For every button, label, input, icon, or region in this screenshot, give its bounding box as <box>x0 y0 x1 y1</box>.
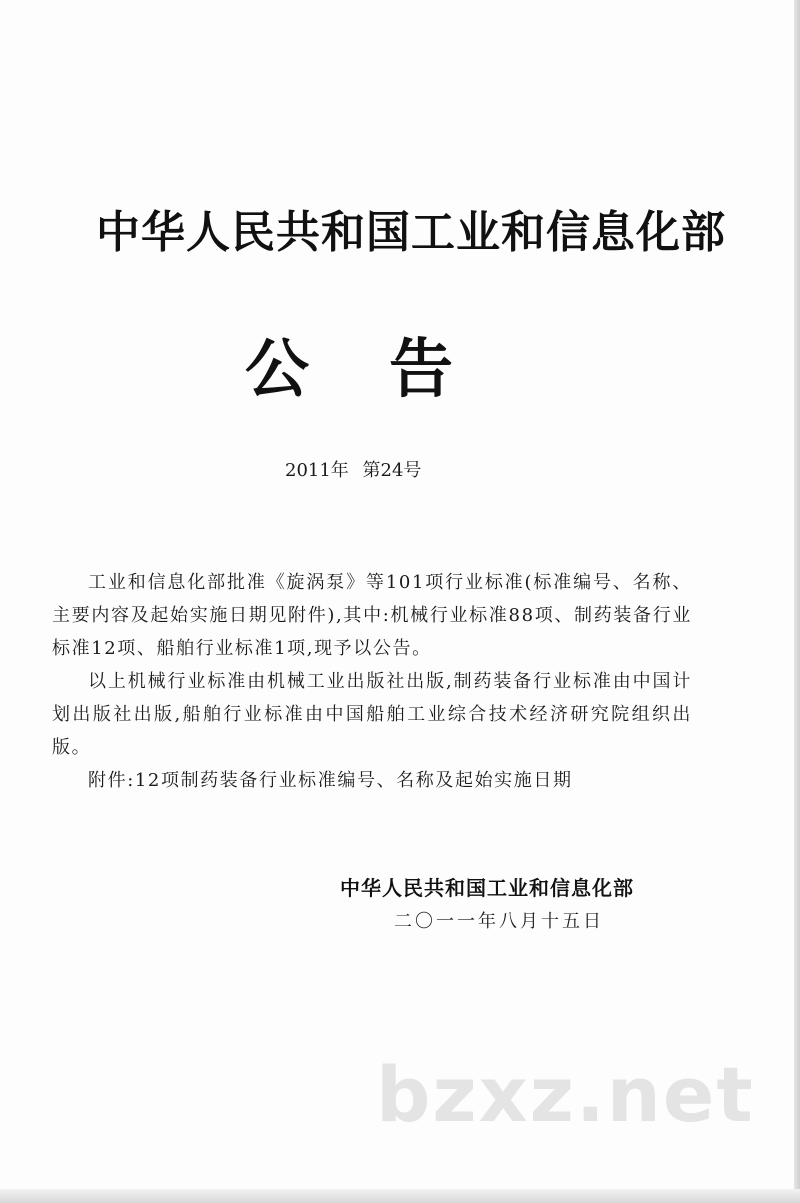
issuing-organization-title: 中华人民共和国工业和信息化部 <box>96 207 726 258</box>
document-number: 2011年 第24号 <box>285 460 422 481</box>
signature-block <box>340 872 700 933</box>
body-paragraph-approval: 工业和信息化部批准《旋涡泵》等101项行业标准(标准编号、名称、主要内容及起始实施日期见附件),其中:机械行业标准88项、制药装备行业标准12项、船舶行业标准1项,现予以公告。 <box>52 572 692 659</box>
notice-title: 公告 <box>245 333 533 407</box>
page-edge-shadow <box>794 0 800 1203</box>
signature-date: 二〇一一年八月十五日 <box>394 911 604 932</box>
site-watermark: bzxz.net <box>376 1050 755 1139</box>
page-bottom-shadow <box>0 1189 800 1203</box>
body-paragraph-publishers: 以上机械行业标准由机械工业出版社出版,制药装备行业标准由中国计划出版社出版,船舶行业标准由中国船舶工业综合技术经济研究院组织出版。 <box>52 671 692 758</box>
notice-body <box>52 566 692 797</box>
signature-organization: 中华人民共和国工业和信息化部 <box>340 876 634 900</box>
body-paragraph-attachment: 附件:12项制药装备行业标准编号、名称及起始实施日期 <box>88 770 573 791</box>
